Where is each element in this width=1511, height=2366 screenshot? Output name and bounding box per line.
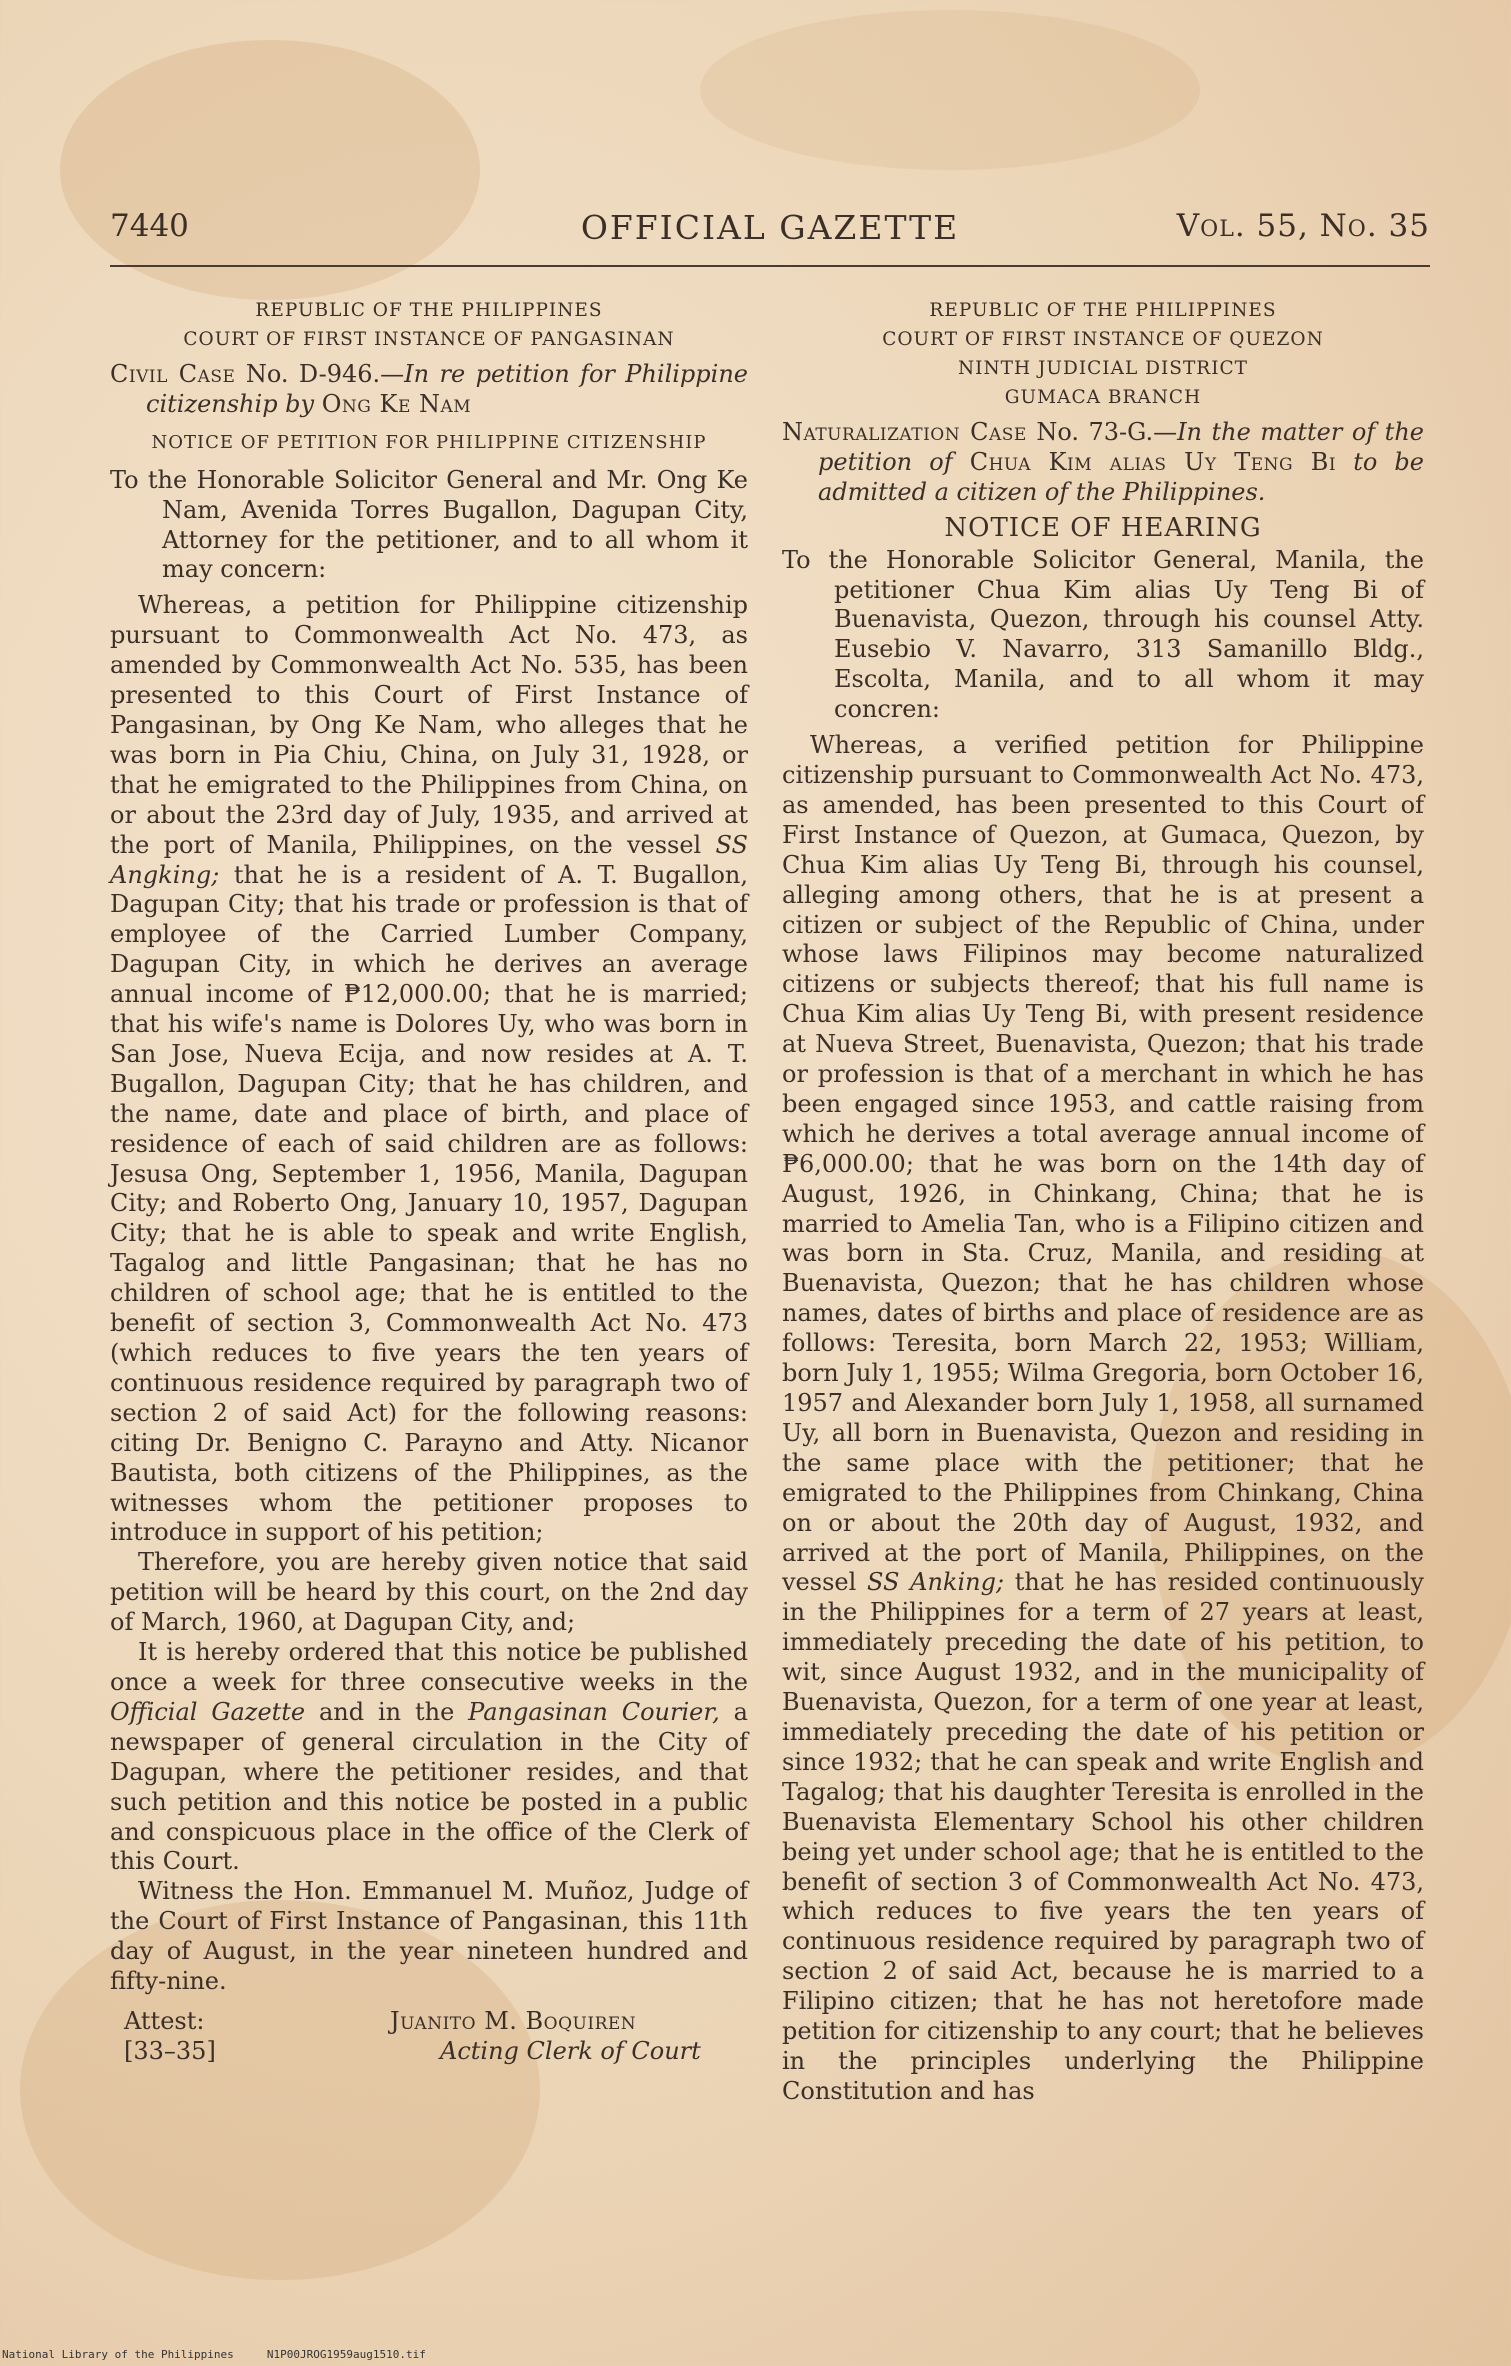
page-header: [110, 208, 1430, 256]
attest-label: Attest:: [124, 2006, 205, 2035]
notice-title: NOTICE OF PETITION FOR PHILIPPINE CITIZENSHIP: [151, 431, 707, 453]
notice-paragraph: [782, 731, 1424, 2107]
case-caption: [110, 360, 748, 420]
publication-name: Official Gazette: [110, 1697, 306, 1726]
petitioner-name: Ong Ke Nam: [321, 389, 472, 418]
branch-heading: GUMACA BRANCH: [1004, 387, 1202, 408]
paragraph-text: Whereas, a verified petition for Philippine citizenship pursuant to Commonwealth Act No. 473, as amended, has been presented to this Court of First Instance of Quezon, at Gumaca, Quezon, by Chua Kim alias Uy Teng Bi, through his counsel, alleging among others, that he is at present a citizen or subject of the Republic of China, under whose laws Filipinos may become naturalized citizens or subjects thereof; that his full name is Chua Kim alias Uy Teng Bi, with present residence at Nueva Street, Buenavista, Quezon; that his trade or profession is that of a merchant in which he has been engaged since 1953, and cattle raising from which he derives a total average annual income of ₱6,000.00; that he was born on the 14th day of August, 1926, in Chinkang, China; that he is married to Amelia Tan, who is a Filipino citizen and was born in Sta. Cruz, Manila, and residing at Buenavista, Quezon; that he has children whose names, dates of births and place of residence are as follows: Teresita, born March 22, 1953; William, born July 1, 1955; Wilma Gregoria, born October 16, 1957 and Alexander born July 1, 1958, all surnamed Uy, all born in Buenavista, Quezon and residing in the same place with the petitioner; that he emigrated to the Philippines from Chinkang, China on or about the 20th day of August, 1932, and arrived at the port of Manila, Philippines, on the vessel: [782, 731, 1424, 1597]
paragraph-text: and in the: [319, 1697, 455, 1726]
volume-issue: Vol. 55, No. 35: [1176, 208, 1430, 244]
republic-heading: REPUBLIC OF THE PHILIPPINES: [255, 300, 603, 321]
clerk-title: Acting Clerk of Court: [440, 2036, 701, 2065]
notice-paragraph: [110, 591, 748, 1548]
paragraph-text: that he is a resident of A. T. Bugallon, Dagupan City; that his trade or profession is that of employee of the Carried Lumber Company, Dagupan City, in which he derives an average annual income of ₱12,000.00; that he is married; that his wife's name is Dolores Uy, who was born in San Jose, Nueva Ecija, and now resides at A. T. Bugallon, Dagupan City; that he has children, and the name, date and place of birth, and place of residence of each of said children are as follows: Jesusa Ong, September 1, 1956, Manila, Dagupan City; and Roberto Ong, January 10, 1957, Dagupan City; that he is able to speak and write English, Tagalog and little Pangasinan; that he has no children of school age; that he is entitled to the benefit of section 3, Commonwealth Act No. 473 (which reduces to five years the ten years of continuous residence required by paragraph two of section 2 of said Act) for the following reasons: citing Dr. Benigno C. Parayno and Atty. Nicanor Bautista, both citizens of the Philippines, as the witnesses whom the petitioner proposes to introduce in support of his petition;: [110, 860, 748, 1547]
header-rule: [110, 265, 1430, 267]
notice-paragraph: [110, 1638, 748, 1877]
case-caption: [782, 418, 1424, 508]
case-label: Civil Case: [110, 360, 236, 388]
vessel-name: SS Anking;: [866, 1568, 1005, 1597]
right-column-notice: [782, 296, 1424, 2107]
clerk-name: Juanito M. Boquiren: [390, 2006, 637, 2035]
publication-title: OFFICIAL GAZETTE: [580, 208, 960, 247]
paper-stain: [60, 40, 480, 300]
paragraph-text: that he has resided continuously in the Philippines for a term of 27 years at least, immediately preceding the date of his petition, to wit, since August 1932, and in the municipality of Buenavista, Quezon, for a term of one year at least, immediately preceding the date of his petition or since 1932; that he can speak and write English and Tagalog; that his daughter Teresita is enrolled in the Buenavista Elementary School his other children being yet under school age; that he is entitled to the benefit of section 3 of Commonwealth Act No. 473, which reduces to five years the ten years of continuous residence required by paragraph two of section 2 of said Act, because he is married to a Filipino citizen; that he has not heretofore made petition for citizenship to any court; that he believes in the principles underlying the Philippine Constitution and has: [782, 1568, 1424, 2105]
paper-stain: [700, 10, 1200, 170]
case-number: No. 73-G.—: [1036, 418, 1178, 446]
vessel-name: SS Angking;: [110, 830, 748, 889]
paragraph-text: Whereas, a petition for Philippine citizenship pursuant to Commonwealth Act No. 473, as amended by Commonwealth Act No. 535, has been presented to this Court of First Instance of Pangasinan, by Ong Ke Nam, who alleges that he was born in Pia Chiu, China, on July 31, 1928, or that he emigrated to the Philippines from China, on or about the 23rd day of July, 1935, and arrived at the port of Manila, Philippines, on the vessel: [110, 591, 748, 859]
issue-reference: [33–35]: [124, 2036, 216, 2065]
paragraph-text: a newspaper of general circulation in the City of Dagupan, where the petitioner resides, and that such petition and this notice be posted in a public and conspicuous place in the office of the Clerk of this Court.: [110, 1697, 748, 1876]
publication-name: Pangasinan Courier,: [468, 1697, 720, 1726]
case-description: to be admitted a citizen of the Philippines.: [818, 447, 1424, 506]
notice-paragraph: Therefore, you are hereby given notice that said petition will be heard by this court, on the 2nd day of March, 1960, at Dagupan City, and;: [110, 1548, 748, 1637]
court-heading: COURT OF FIRST INSTANCE OF PANGASINAN: [183, 329, 675, 350]
case-description: In re petition for Philippine citizenship by: [146, 360, 748, 418]
scan-footer: National Library of the Philippines N1P00JROG1959aug1510.tif: [2, 2348, 426, 2361]
notice-address: To the Honorable Solicitor General and Mr. Ong Ke Nam, Avenida Torres Bugallon, Dagupan City, Attorney for the petitioner, and to all whom it may concern:: [110, 465, 748, 584]
signature-block: [110, 2007, 748, 2069]
paragraph-text: It is hereby ordered that this notice be published once a week for three consecutive weeks in the: [110, 1638, 748, 1696]
republic-heading: REPUBLIC OF THE PHILIPPINES: [929, 300, 1277, 321]
court-heading: COURT OF FIRST INSTANCE OF QUEZON: [882, 329, 1324, 350]
notice-paragraph: Witness the Hon. Emmanuel M. Muñoz, Judge of the Court of First Instance of Pangasinan, this 11th day of August, in the year nineteen hundred and fifty-nine.: [110, 1877, 748, 1996]
notice-title: NOTICE OF HEARING: [944, 512, 1262, 543]
page-number: 7440: [110, 208, 189, 244]
notice-address: To the Honorable Solicitor General, Manila, the petitioner Chua Kim alias Uy Teng Bi of Buenavista, Quezon, through his counsel Atty. Eusebio V. Navarro, 313 Samanillo Bldg., Escolta, Manila, and to all whom it may concren:: [782, 545, 1424, 724]
case-number: No. D-946.—: [245, 360, 405, 388]
case-label: Naturalization Case: [782, 418, 1027, 446]
left-column-notice: [110, 296, 748, 2069]
district-heading: NINTH JUDICIAL DISTRICT: [957, 358, 1249, 379]
case-description: In the matter of the petition of: [818, 418, 1424, 476]
petitioner-name: Chua Kim alias Uy Teng Bi: [969, 447, 1337, 476]
